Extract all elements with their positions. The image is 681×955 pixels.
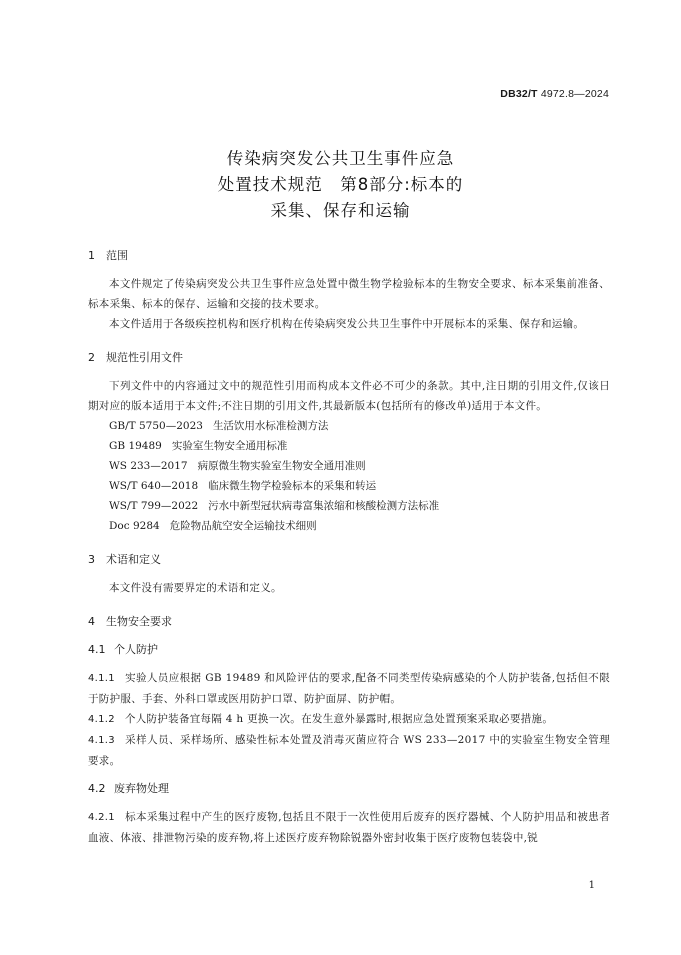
title-line-1: 传染病突发公共卫生事件应急 xyxy=(226,149,455,168)
section-heading-3 xyxy=(88,550,610,570)
section-title: 范围 xyxy=(106,249,128,262)
page-number: 1 xyxy=(588,880,595,891)
subsection-title: 废弃物处理 xyxy=(114,782,169,795)
reference-item xyxy=(109,436,610,456)
clause-number: 4.1.3 xyxy=(88,735,115,746)
paragraph: 本文件没有需要界定的术语和定义。 xyxy=(109,582,282,594)
standard-code-number: 4972.8—2024 xyxy=(540,88,609,100)
clause-text: 采样人员、采样场所、感染性标本处置及消毒灭菌应符合 WS 233—2017 中的实验室生物安全管理要求。 xyxy=(88,734,610,767)
reference-code: Doc 9284 xyxy=(109,520,160,532)
clause xyxy=(88,730,610,771)
clause-text: 个人防护装备宜每隔 4 h 更换一次。在发生意外暴露时,根据应急处置预案采取必要措施。 xyxy=(124,713,554,725)
reference-item xyxy=(109,496,610,516)
document-title xyxy=(0,146,681,224)
subsection-heading-4-2 xyxy=(88,779,610,799)
section-number: 4 xyxy=(88,615,95,628)
subsection-heading-4-1 xyxy=(88,640,610,660)
subsection-title: 个人防护 xyxy=(114,643,158,656)
reference-code: GB 19489 xyxy=(109,440,162,452)
clause-number: 4.1.2 xyxy=(88,714,115,725)
reference-item xyxy=(109,416,610,436)
clause-text: 实验人员应根据 GB 19489 和风险评估的要求,配备不同类型传染病感染的个人防护装备,包括但不限于防护服、手套、外科口罩或医用防护口罩、防护面屏、防护帽。 xyxy=(88,672,610,705)
reference-name: 污水中新型冠状病毒富集浓缩和核酸检测方法标准 xyxy=(208,500,440,512)
reference-item xyxy=(109,516,610,536)
document-body xyxy=(88,246,610,848)
reference-code: WS/T 640—2018 xyxy=(109,480,199,492)
paragraph: 本文件规定了传染病突发公共卫生事件应急处置中微生物学检验标本的生物安全要求、标本采集前准备、标本采集、标本的保存、运输和交接的技术要求。 xyxy=(88,278,610,310)
reference-list xyxy=(88,416,610,536)
section-title: 术语和定义 xyxy=(106,553,161,566)
standard-code xyxy=(500,88,609,100)
clause xyxy=(88,807,610,848)
standard-code-prefix: DB32/T xyxy=(500,88,538,100)
reference-name: 临床微生物学检验标本的采集和转运 xyxy=(208,480,377,492)
section-title: 规范性引用文件 xyxy=(106,351,183,364)
reference-name: 实验室生物安全通用标准 xyxy=(171,440,288,452)
paragraph: 下列文件中的内容通过文中的规范性引用而构成本文件必不可少的条款。其中,注日期的引用文件,仅该日期对应的版本适用于本文件;不注日期的引用文件,其最新版本(包括所有的修改单)适用于本文件。 xyxy=(88,380,610,412)
section-title: 生物安全要求 xyxy=(106,615,172,628)
reference-item xyxy=(109,476,610,496)
reference-name: 病原微生物实验室生物安全通用准则 xyxy=(197,460,366,472)
section-number: 1 xyxy=(88,249,95,262)
clause-text: 标本采集过程中产生的医疗废物,包括且不限于一次性使用后废弃的医疗器械、个人防护用品和被患者血液、体液、排泄物污染的废弃物,将上述医疗废弃物除锐器外密封收集于医疗废物包装袋中,锐 xyxy=(88,811,610,844)
subsection-number: 4.2 xyxy=(88,782,106,795)
reference-code: WS 233—2017 xyxy=(109,460,188,472)
reference-code: WS/T 799—2022 xyxy=(109,500,199,512)
subsection-number: 4.1 xyxy=(88,643,106,656)
reference-code: GB/T 5750—2023 xyxy=(109,420,203,432)
section-heading-2 xyxy=(88,348,610,368)
clause xyxy=(88,668,610,709)
clause-number: 4.1.1 xyxy=(88,673,115,684)
reference-item xyxy=(109,456,610,476)
reference-name: 生活饮用水标准检测方法 xyxy=(212,420,329,432)
title-line-2: 处置技术规范 第8部分:标本的 xyxy=(217,175,464,194)
clause-number: 4.2.1 xyxy=(88,812,115,823)
clause xyxy=(88,709,610,730)
section-number: 2 xyxy=(88,351,95,364)
paragraph: 本文件适用于各级疾控机构和医疗机构在传染病突发公共卫生事件中开展标本的采集、保存和运输。 xyxy=(109,318,585,330)
section-heading-1 xyxy=(88,246,610,266)
section-number: 3 xyxy=(88,553,95,566)
section-heading-4 xyxy=(88,612,610,632)
title-line-3: 采集、保存和运输 xyxy=(270,201,411,220)
reference-name: 危险物品航空安全运输技术细则 xyxy=(169,520,317,532)
